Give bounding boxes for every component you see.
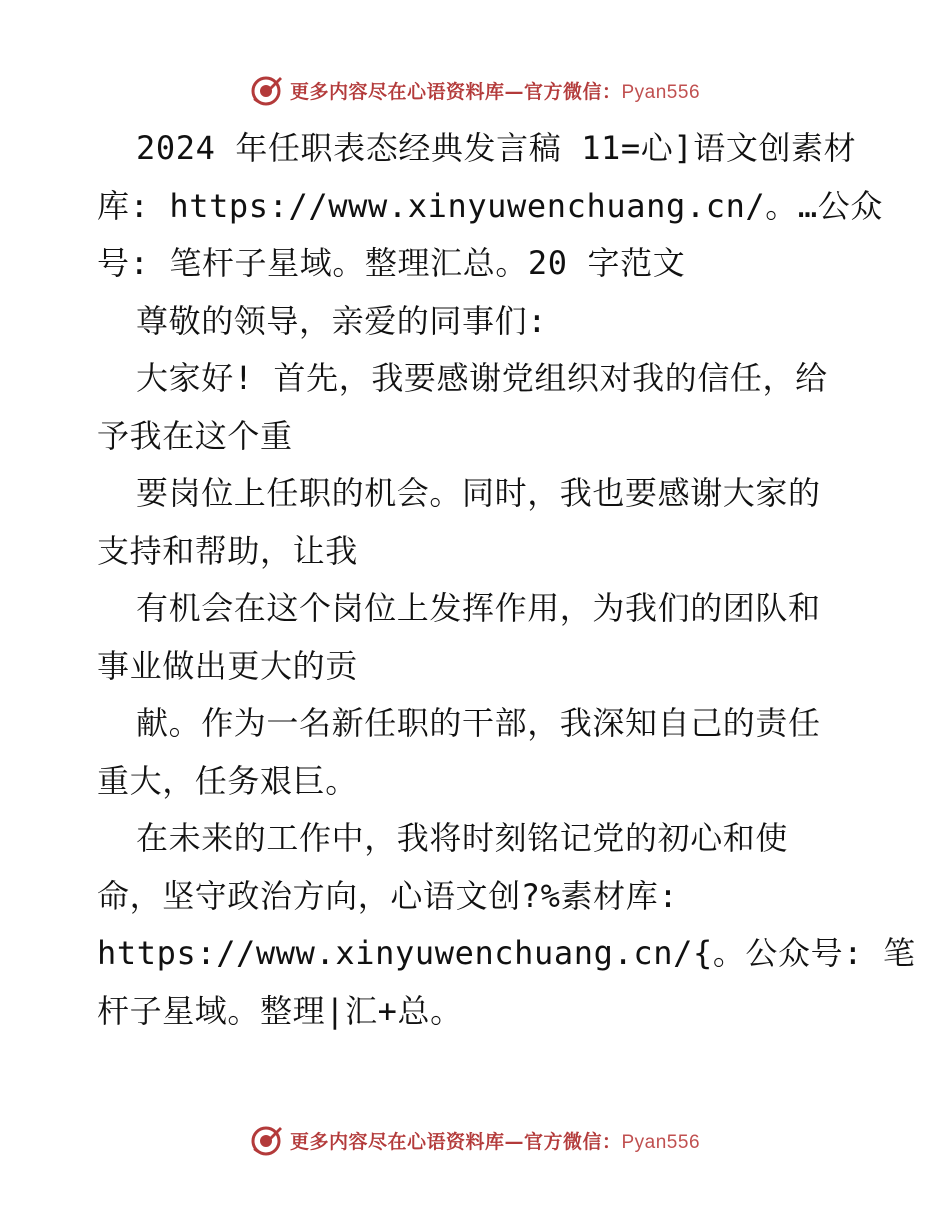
- document-body: [97, 120, 916, 1040]
- footer-banner-label: 更多内容尽在心语资料库—官方微信：: [289, 1130, 622, 1153]
- header-wechat-id: Pyan556: [621, 81, 701, 103]
- body-line: 杆子星域。整理|汇+总。: [97, 991, 463, 1030]
- body-line: 献。作为一名新任职的干部，我深知自己的责任: [136, 704, 821, 742]
- body-line: 予我在这个重: [97, 416, 293, 455]
- body-line: 尊敬的领导，亲爱的同事们:: [136, 301, 548, 340]
- body-line: 库: https://www.xinyuwenchuang.cn/。…公众: [97, 186, 883, 225]
- footer-banner: [0, 1120, 950, 1160]
- body-line: 支持和帮助，让我: [97, 531, 358, 570]
- header-banner-label: 更多内容尽在心语资料库—官方微信：: [289, 80, 622, 103]
- body-line: 在未来的工作中，我将时刻铭记党的初心和使: [136, 819, 789, 857]
- body-line: 大家好! 首先，我要感谢党组织对我的信任，给: [136, 359, 828, 397]
- body-line: https://www.xinyuwenchuang.cn/{。公众号: 笔: [97, 934, 916, 972]
- body-line: 号: 笔杆子星域。整理汇总。20 字范文: [97, 244, 686, 282]
- body-line: 2024 年任职表态经典发言稿 11=心]语文创素材: [136, 129, 857, 167]
- footer-banner-text: [290, 1127, 700, 1154]
- body-line: 事业做出更大的贡: [97, 646, 358, 685]
- body-line: 重大，任务艰巨。: [97, 761, 358, 800]
- body-line: 命，坚守政治方向，心语文创?%素材库:: [97, 876, 679, 915]
- header-banner: [0, 70, 950, 110]
- pen-nib-logo-icon: [250, 1123, 284, 1157]
- header-banner-text: [290, 77, 700, 104]
- pen-nib-logo-icon: [250, 73, 284, 107]
- footer-wechat-id: Pyan556: [621, 1131, 701, 1153]
- body-line: 有机会在这个岗位上发挥作用，为我们的团队和: [136, 589, 821, 627]
- body-line: 要岗位上任职的机会。同时，我也要感谢大家的: [136, 474, 821, 512]
